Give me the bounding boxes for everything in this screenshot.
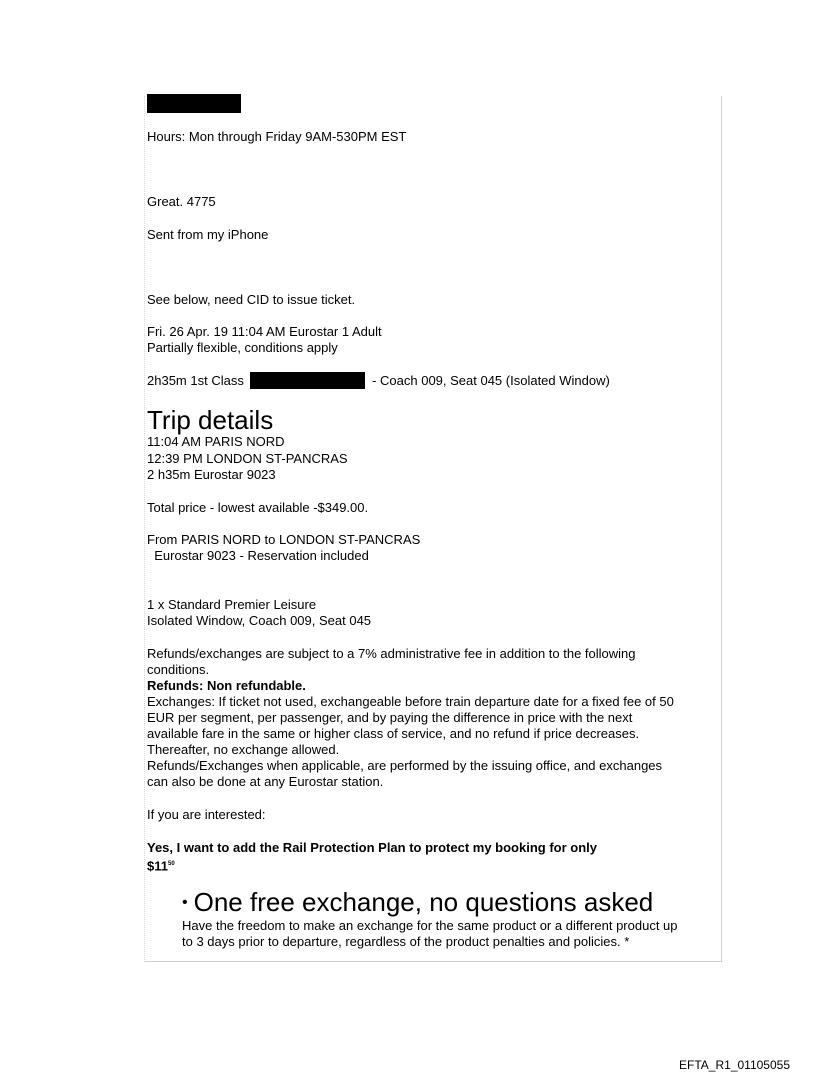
exchange-line: EUR per segment, per passenger, and by paying the difference in price with the next — [147, 710, 633, 725]
exchange-line: available fare in the same or higher class of service, and no refund if price decreases. — [147, 726, 640, 741]
exchange-line: Thereafter, no exchange allowed. — [147, 742, 340, 757]
price-dollars: $11 — [147, 858, 168, 874]
class-line — [147, 372, 610, 389]
bullet-icon: • — [182, 894, 188, 911]
bullet-desc: Have the freedom to make an exchange for the same product or a different product up — [182, 918, 678, 933]
class-prefix: 2h35m 1st Class — [147, 373, 244, 388]
refund-intro: Refunds/exchanges are subject to a 7% administrative fee in addition to the following — [147, 646, 636, 661]
hours-line: Hours: Mon through Friday 9AM-530PM EST — [147, 129, 407, 144]
reply-line: Great. 4775 — [147, 194, 216, 209]
bullet-item — [182, 888, 653, 916]
flex-line: Partially flexible, conditions apply — [147, 340, 338, 355]
ticket-qty: 1 x Standard Premier Leisure — [147, 597, 317, 612]
refund-intro: conditions. — [147, 662, 210, 677]
trip-line: 11:04 AM PARIS NORD — [147, 434, 285, 449]
document-id: EFTA_R1_01105055 — [679, 1058, 790, 1072]
bullet-heading: One free exchange, no questions asked — [193, 887, 654, 917]
trip-line: 2 h35m Eurostar 9023 — [147, 467, 276, 482]
refunds-policy: Refunds: Non refundable. — [147, 678, 306, 693]
email-frame — [144, 96, 722, 962]
route-line: From PARIS NORD to LONDON ST-PANCRAS — [147, 532, 421, 547]
booking-line: Fri. 26 Apr. 19 11:04 AM Eurostar 1 Adult — [147, 324, 382, 339]
request-line: See below, need CID to issue ticket. — [147, 292, 356, 307]
exchange-line: can also be done at any Eurostar station. — [147, 774, 384, 789]
protection-price — [147, 856, 175, 874]
trip-line: 12:39 PM LONDON ST-PANCRAS — [147, 451, 348, 466]
interested-line: If you are interested: — [147, 807, 266, 822]
exchange-line: Exchanges: If ticket not used, exchangeable before train departure date for a fixed fee of 50 — [147, 694, 674, 709]
price-cents: 50 — [167, 861, 175, 867]
seat-info: Isolated Window, Coach 009, Seat 045 — [147, 613, 372, 628]
redaction-bar — [250, 372, 365, 389]
total-price: Total price - lowest available -$349.00. — [147, 500, 369, 515]
bullet-desc: to 3 days prior to departure, regardless of the product penalties and policies. * — [182, 934, 630, 949]
redaction-bar — [147, 94, 241, 113]
reservation-line: Eurostar 9023 - Reservation included — [147, 548, 369, 563]
class-suffix: - Coach 009, Seat 045 (Isolated Window) — [372, 373, 610, 388]
signature-line: Sent from my iPhone — [147, 227, 269, 242]
exchange-line: Refunds/Exchanges when applicable, are performed by the issuing office, and exchanges — [147, 758, 663, 773]
trip-details-heading: Trip details — [147, 405, 274, 435]
protection-offer: Yes, I want to add the Rail Protection Plan to protect my booking for only — [147, 840, 597, 855]
